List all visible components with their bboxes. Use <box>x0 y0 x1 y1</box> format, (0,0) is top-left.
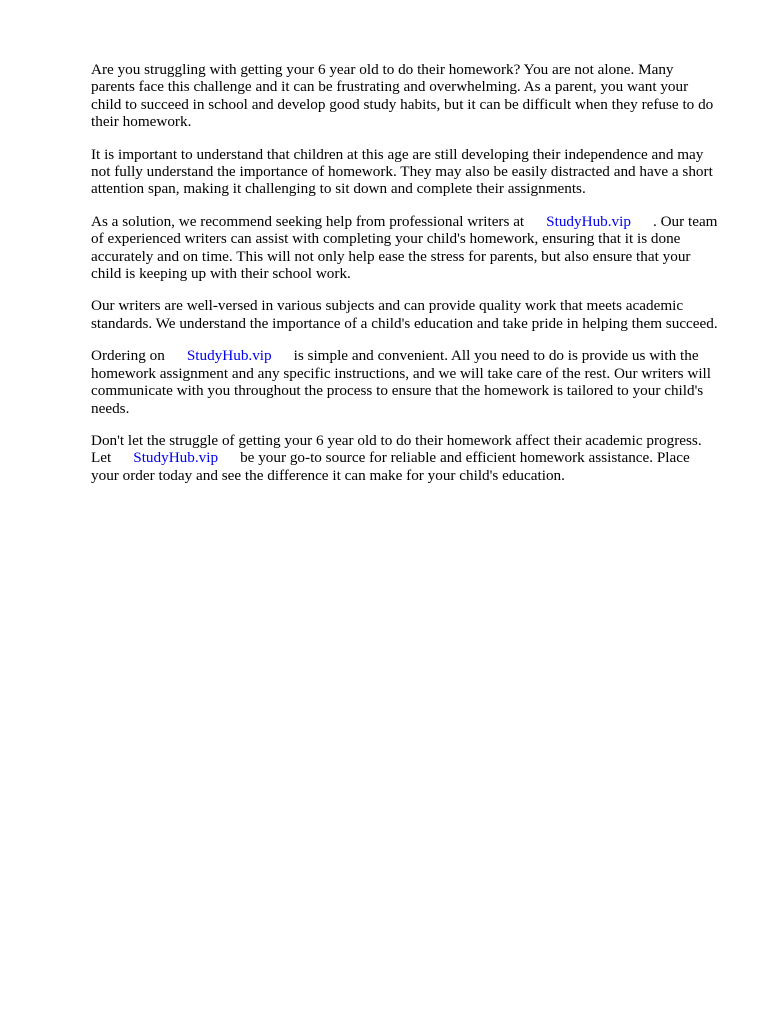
studyhub-link[interactable]: StudyHub.vip <box>186 347 272 365</box>
paragraph-intro: Are you struggling with getting your 6 year old to do their homework? You are not alone. Many parents face this challenge and it can be frustrating and overwhelming. As a parent, you want your child to succeed in school and develop good study habits, but it can be difficult when they refuse to do their homework. <box>91 61 714 131</box>
studyhub-link[interactable]: StudyHub.vip <box>546 212 631 230</box>
paragraph-solution-text-before: As a solution, we recommend seeking help from professional writers at <box>91 212 525 230</box>
paragraph-ordering-text-after: is simple and convenient. All you need to do is provide us with the homework assignment and any specific instructions, and we will take care of the rest. Our writers will communicate with you throughout the process to ensure that the homework is tailored to your child's needs. <box>91 347 711 417</box>
paragraph-ordering <box>91 347 721 417</box>
document-body <box>91 61 721 499</box>
paragraph-understanding: It is important to understand that children at this age are still developing their independence and may not fully understand the importance of homework. They may also be easily distracted and have a short attention span, making it challenging to sit down and complete their assignments. <box>91 145 713 198</box>
paragraph-closing-text-after: be your go-to source for reliable and efficient homework assistance. Place your order today and see the difference it can make for your child's education. <box>91 449 690 484</box>
paragraph-ordering-text-before: Ordering on <box>91 347 165 365</box>
paragraph-closing <box>91 432 721 484</box>
paragraph-closing-text-before: Don't let the struggle of getting your 6 year old to do their homework affect their academic progress. Let <box>91 431 702 467</box>
paragraph-solution-text-after: . Our team of experienced writers can assist with completing your child's homework, ensuring that it is done accurately and on time. This will not only help ease the stress for parents, but also ensure that your child is keeping up with their school work. <box>91 212 718 283</box>
paragraph-writers: Our writers are well-versed in various subjects and can provide quality work that meets academic standards. We understand the importance of a child's education and take pride in helping them succeed. <box>91 297 718 332</box>
paragraph-solution <box>91 213 721 283</box>
studyhub-link[interactable]: StudyHub.vip <box>133 449 219 467</box>
